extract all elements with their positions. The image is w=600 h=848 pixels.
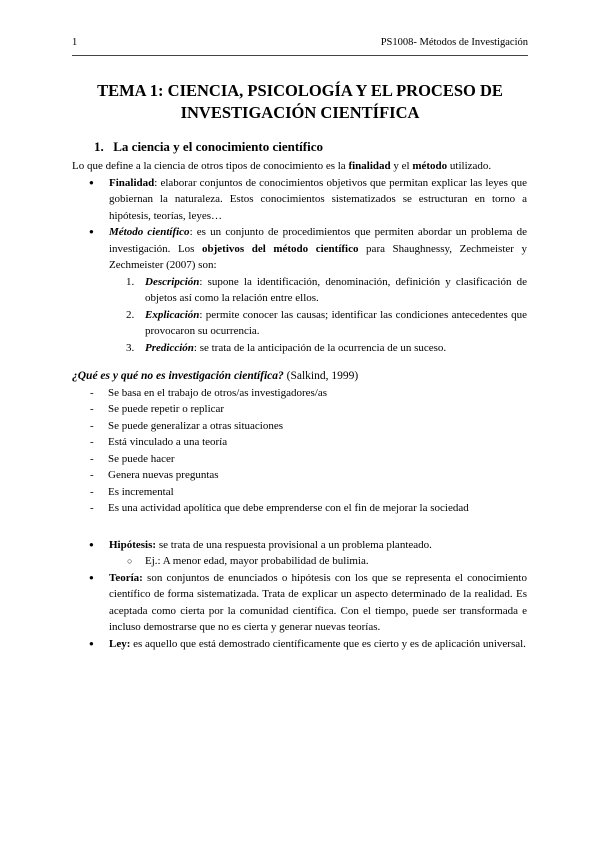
objective-text: : permite conocer las causas; identificar las condiciones antecedentes que provocaron su ocurrencia.	[145, 308, 527, 337]
objectives-list	[72, 274, 527, 357]
intro-text: y el	[390, 160, 413, 172]
header-divider	[72, 55, 528, 56]
bullet-text: : elaborar conjuntos de conocimientos objetivos que permitan explicar las leyes que gobiernan la naturaleza. Estos conocimientos sistematizados se estructuran en torno a hipótesis, teorías, leyes…	[109, 176, 527, 222]
dash-item: - Es incremental	[72, 484, 527, 501]
definitions-list	[72, 537, 527, 554]
dash-item: - Se puede repetir o replicar	[72, 401, 527, 418]
section-number: 1.	[94, 139, 104, 154]
intro-paragraph	[72, 158, 527, 175]
dash-item: - Se puede generalizar a otras situaciones	[72, 418, 527, 435]
question-bold: ¿Qué es y qué no es investigación científica?	[72, 370, 284, 382]
definition-hipotesis	[72, 537, 527, 554]
section-heading	[94, 138, 527, 156]
intro-text: utilizado.	[447, 160, 492, 172]
bullet-list	[72, 175, 527, 274]
definition-text: son conjuntos de enunciados o hipótesis con los que se representa el conocimiento científico de forma sistematizada. Trata de explicar un aspecto determinado de la realidad. Es aceptada como cierta por la comunidad científica. Con el tiempo, puede ser transformada e incluso demostrarse que no es cierta y generar nuevas teorías.	[109, 571, 527, 633]
bullet-metodo	[72, 224, 527, 274]
definition-text: se trata de una respuesta provisional a un problema planteado.	[156, 538, 432, 551]
dash-item: - Es una actividad apolítica que debe emprenderse con el fin de mejorar la sociedad	[72, 500, 527, 517]
objective-term: Descripción	[145, 275, 200, 288]
bullet-finalidad	[72, 175, 527, 225]
section-title: La ciencia y el conocimiento científico	[113, 139, 324, 154]
intro-text: Lo que define a la ciencia de otros tipos de conocimiento es la	[72, 160, 349, 172]
example-item: ○ Ej.: A menor edad, mayor probabilidad de bulimia.	[72, 553, 527, 570]
definition-text: es aquello que está demostrado científicamente que es cierto y es de aplicación universal.	[130, 637, 526, 650]
definition-ley	[72, 636, 527, 653]
bullet-text: para Shaughnessy, Zechmeister y Zechmeister (2007) son:	[109, 242, 527, 271]
objective-term: Explicación	[145, 308, 200, 321]
page-number: 1	[72, 37, 78, 48]
page-header	[72, 37, 528, 51]
title-line-2: INVESTIGACIÓN CIENTÍFICA	[180, 103, 420, 122]
title-line-1: TEMA 1: CIENCIA, PSICOLOGÍA Y EL PROCESO DE	[97, 81, 503, 100]
bullet-bold: objetivos del método científico	[202, 242, 359, 255]
dash-item: - Se basa en el trabajo de otros/as investigadores/as	[72, 385, 527, 402]
question-citation: (Salkind, 1999)	[283, 370, 359, 382]
bullet-term: Método científico	[109, 226, 190, 238]
bullet-text: : es un conjunto de procedimientos que permiten abordar un problema de investigación. Los	[109, 226, 527, 255]
definitions-list-2	[72, 570, 527, 653]
example-list	[72, 553, 527, 570]
dash-item: - Genera nuevas preguntas	[72, 467, 527, 484]
course-title: PS1008- Métodos de Investigación	[380, 37, 528, 48]
objective-item	[72, 307, 527, 340]
objective-number: 3.	[126, 341, 135, 354]
dash-item: - Se puede hacer	[72, 451, 527, 468]
objective-item	[72, 340, 527, 357]
bullet-term: Finalidad	[109, 176, 155, 189]
dash-item: - Está vinculado a una teoría	[72, 434, 527, 451]
objective-item	[72, 274, 527, 307]
dash-list	[72, 385, 527, 517]
definition-teoria	[72, 570, 527, 636]
definition-term: Ley:	[109, 637, 131, 650]
definition-term: Hipótesis:	[109, 538, 157, 551]
objective-number: 2.	[126, 308, 135, 321]
question-heading	[72, 368, 527, 385]
objective-text: : supone la identificación, denominación, definición y clasificación de objetos así como la relación entre ellos.	[145, 275, 527, 304]
objective-number: 1.	[126, 275, 135, 288]
objective-text: : se trata de la anticipación de la ocurrencia de un suceso.	[193, 341, 447, 354]
intro-bold-metodo: método	[412, 160, 448, 172]
definition-term: Teoría:	[109, 571, 143, 584]
document-body	[72, 138, 527, 652]
page-title	[60, 80, 540, 124]
intro-bold-finalidad: finalidad	[348, 160, 391, 172]
objective-term: Predicción	[145, 341, 194, 354]
